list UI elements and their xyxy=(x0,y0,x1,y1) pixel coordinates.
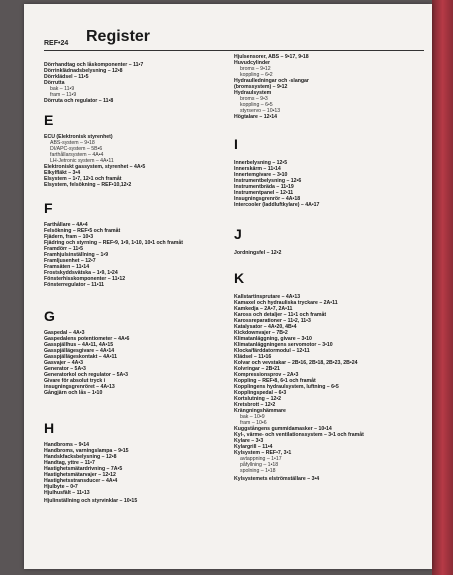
index-entry: Kolvar och vevstakar – 2B•16, 2B•18, 2B•23, 2B•24 xyxy=(234,360,358,366)
index-page xyxy=(24,4,432,569)
index-entry: Karossreparationer – 11•2, 11•3 xyxy=(234,318,311,324)
section-letter-i: I xyxy=(234,136,238,152)
index-subentry: farthållarsystem – 4A•4 xyxy=(50,152,104,158)
index-entry: Hjulhusfält – 11•13 xyxy=(44,490,90,496)
index-entry: Elsystem, felsökning – REF•10,12•2 xyxy=(44,182,132,188)
index-entry: Hjulsensorer, ABS – 9•17, 9•18 xyxy=(234,54,309,60)
index-subentry: fram – 10•6 xyxy=(240,420,267,426)
index-subentry: DI/APC-system – 5B•6 xyxy=(50,146,103,152)
index-entry: Kamkedja – 2A•7, 2A•11 xyxy=(234,306,293,312)
section-letter-g: G xyxy=(44,308,55,324)
index-entry: Kylsystem – REF•7, 3•1 xyxy=(234,450,292,456)
index-subentry: bak – 11•9 xyxy=(50,86,75,92)
index-subentry: koppling – 6•5 xyxy=(240,102,273,108)
index-entry: Fjädern, fram – 10•3 xyxy=(44,234,94,240)
section-letter-h: H xyxy=(44,420,55,436)
index-entry: Kopplingspedal – 6•3 xyxy=(234,390,287,396)
index-entry: Elsystem – 1•7, 12•1 och framåt xyxy=(44,176,122,182)
index-entry: Gasspjällägesgivare – 4A•14 xyxy=(44,348,115,354)
index-entry: Kyl-, värme- och ventilationssystem – 3•1 och framåt xyxy=(234,432,364,438)
index-entry: Innerskärm – 11•14 xyxy=(234,166,281,172)
index-entry: Framsäten – 11•14 xyxy=(44,264,90,270)
index-entry: Dörruta och regulator – 11•8 xyxy=(44,98,114,104)
index-entry: Insugningsgrenrör – 4A•18 xyxy=(234,196,301,202)
index-subentry: avtappning – 1•17 xyxy=(240,456,282,462)
index-subentry: påfyllning – 1•18 xyxy=(240,462,279,468)
section-letter-f: F xyxy=(44,200,53,216)
index-entry: Handskfacksbelysning – 12•8 xyxy=(44,454,117,460)
index-entry: Instrumentbelysning – 12•6 xyxy=(234,178,302,184)
index-entry: Kickdownvajer – 7B•2 xyxy=(234,330,288,336)
index-entry: Handbroms, varningslampa – 9•15 xyxy=(44,448,129,454)
index-entry: Huvudcylinder xyxy=(234,60,271,66)
index-entry: Kopplingens hydraulsystem, luftning – 6•5 xyxy=(234,384,339,390)
index-entry: Kamaxel och hydrauliska tryckare – 2A•11 xyxy=(234,300,338,306)
index-entry: Framljusenhet – 12•7 xyxy=(44,258,96,264)
index-subentry: koppling – 6•2 xyxy=(240,72,273,78)
index-entry: Givare för absolut tryck i xyxy=(44,378,106,384)
book-spine xyxy=(432,0,453,575)
index-entry: Klimatanläggningens servomotor – 3•10 xyxy=(234,342,333,348)
index-subentry: styrservo – 10•13 xyxy=(240,108,281,114)
index-entry: Klädsel – 11•16 xyxy=(234,354,272,360)
index-entry: insugningsgrenröret – 4A•13 xyxy=(44,384,115,390)
page-ref: REF•24 xyxy=(44,40,69,47)
index-entry: Fjädring och styrning – REF•9, 1•9, 1•10, 10•1 och framåt xyxy=(44,240,184,246)
index-entry: Dörrhandtag och låskomponenter – 11•7 xyxy=(44,62,144,68)
index-entry: Gångjärn och lås – 1•10 xyxy=(44,390,103,396)
index-entry: Dörrutta xyxy=(44,80,65,86)
index-subentry: LH-Jetronic system – 4A•11 xyxy=(50,158,114,164)
index-entry: Gasspjällägeskontakt – 4A•11 xyxy=(44,354,118,360)
index-entry: Kylare – 3•3 xyxy=(234,438,264,444)
index-entry: Kretsbrott – 12•2 xyxy=(234,402,276,408)
index-entry: Hydraulledningar och -slangar xyxy=(234,78,309,84)
index-subentry: ABS-system – 9•18 xyxy=(50,140,95,146)
index-entry: Framdörr – 11•5 xyxy=(44,246,84,252)
index-entry: Högtalare – 12•14 xyxy=(234,114,278,120)
index-subentry: fram – 11•9 xyxy=(50,92,77,98)
index-entry: Kaross och detaljer – 11•1 och framåt xyxy=(234,312,327,318)
section-letter-k: K xyxy=(234,270,245,286)
index-entry: Kylsystemets elströmställare – 3•4 xyxy=(234,476,320,482)
index-entry: Elkylfläkt – 3•4 xyxy=(44,170,81,176)
index-entry: Hastighetsmätardrivning – 7A•5 xyxy=(44,466,123,472)
index-subentry: bak – 10•9 xyxy=(240,414,265,420)
index-entry: Fönsterhisskomponenter – 11•12 xyxy=(44,276,126,282)
index-entry: Gaspedalens potentiometer – 4A•6 xyxy=(44,336,130,342)
index-entry: Kuggstångens gummidamasker – 10•14 xyxy=(234,426,332,432)
index-entry: Kallstartinsprutare – 4A•13 xyxy=(234,294,301,300)
index-entry: Klocka/färddatormodul – 12•11 xyxy=(234,348,310,354)
index-entry: Elektroniskt gassystem, styrenhet – 4A•5 xyxy=(44,164,146,170)
index-entry: Hastighetsstransducer – 4A•4 xyxy=(44,478,118,484)
index-entry: Handbroms – 9•14 xyxy=(44,442,90,448)
index-entry: Hjulinställning och styrvinklar – 10•15 xyxy=(44,498,138,504)
index-entry: Jordningsfel – 12•2 xyxy=(234,250,282,256)
page-header xyxy=(44,28,424,51)
index-entry: Fönsterregulator – 11•11 xyxy=(44,282,105,288)
section-letter-j: J xyxy=(234,226,242,242)
index-entry: Hastighetsmätarvajer – 12•12 xyxy=(44,472,116,478)
index-entry: Dörrinklädnadsbelysning – 12•8 xyxy=(44,68,123,74)
index-subentry: broms – 9•12 xyxy=(240,66,271,72)
index-subentry: broms – 9•3 xyxy=(240,96,268,102)
index-entry: Katalysator – 4A•20, 4B•4 xyxy=(234,324,297,330)
index-entry: Kortslutning – 12•2 xyxy=(234,396,282,402)
index-entry: Intercooler (laddluftkylare) – 4A•17 xyxy=(234,202,320,208)
index-entry: Dörrklädsel – 11•5 xyxy=(44,74,89,80)
index-entry: Generatorkol och regulator – 5A•3 xyxy=(44,372,128,378)
index-subentry: spolning – 1•18 xyxy=(240,468,276,474)
index-entry: Koppling – REF•8, 6•1 och framåt xyxy=(234,378,316,384)
index-entry: Instrumentbräda – 11•19 xyxy=(234,184,294,190)
index-entry: Instrumentpanel – 12•11 xyxy=(234,190,294,196)
index-entry: Innerbelysning – 12•5 xyxy=(234,160,288,166)
page-title: Register xyxy=(86,28,151,45)
index-entry: Kompressionsprov – 2A•3 xyxy=(234,372,299,378)
index-entry: Gasspjällhus – 4A•11, 4A•15 xyxy=(44,342,114,348)
index-entry: Felsökning – REF•5 och framåt xyxy=(44,228,121,234)
index-entry: Farthållare – 4A•4 xyxy=(44,222,88,228)
index-entry: Krängningshämmare xyxy=(234,408,286,414)
index-entry: Gaspedal – 4A•3 xyxy=(44,330,85,336)
section-letter-e: E xyxy=(44,112,54,128)
index-entry: Hjulbyte – 0•7 xyxy=(44,484,78,490)
index-entry: Gasvajer – 4A•3 xyxy=(44,360,84,366)
index-entry: Innertemgivare – 3•10 xyxy=(234,172,288,178)
index-entry: (bromssystem) – 9•12 xyxy=(234,84,288,90)
index-entry: Generator – 5A•3 xyxy=(44,366,86,372)
index-entry: Kolvringar – 2B•21 xyxy=(234,366,280,372)
index-entry: Kylargrill – 11•4 xyxy=(234,444,273,450)
index-entry: Handtag, yttre – 11•7 xyxy=(44,460,95,466)
index-entry: ECU (Elektronisk styrenhet) xyxy=(44,134,113,140)
index-entry: Frostskyddsvätska – 1•9, 1•24 xyxy=(44,270,118,276)
index-entry: Hydraulsystem xyxy=(234,90,272,96)
index-entry: Klimatanläggning, givare – 3•10 xyxy=(234,336,312,342)
index-entry: Framhjulsinställning – 1•9 xyxy=(44,252,109,258)
